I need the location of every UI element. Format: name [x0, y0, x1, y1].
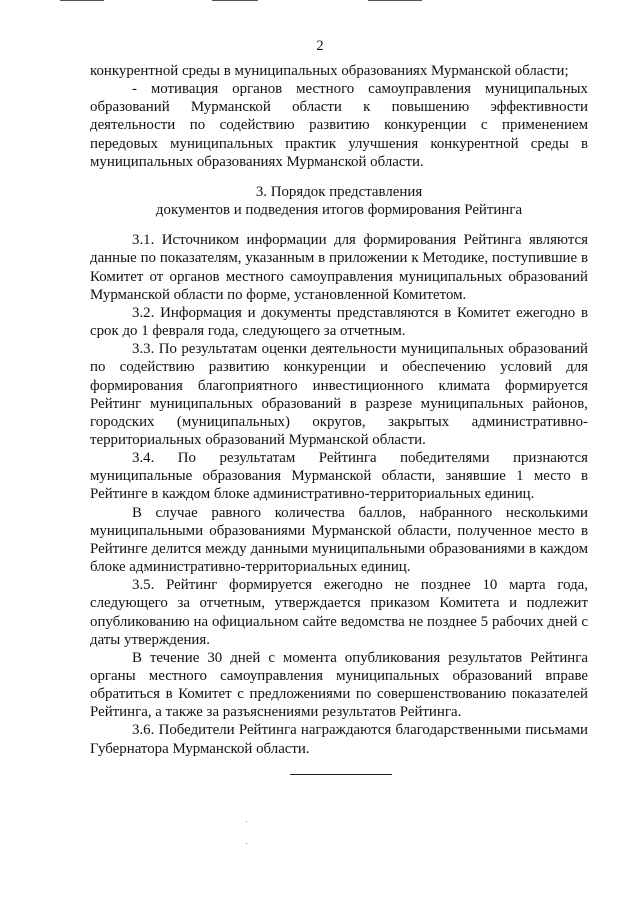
- section-heading-line: 3. Порядок представления: [255, 183, 423, 200]
- paragraph: 3.4. По результатам Рейтинга победителями признаются муниципальные образования Мурманской области, занявшие 1 место в Рейтинге в каждом блоке административно-территориальных единиц.: [90, 450, 588, 503]
- end-separator-line: [290, 774, 392, 775]
- paragraph: 3.2. Информация и документы представляются в Комитет ежегодно в срок до 1 февраля года, следующего за отчетным.: [90, 304, 588, 340]
- paragraph: 3.1. Источником информации для формирования Рейтинга являются данные по показателям, указанным в приложении к Методике, поступившие в Комитет от органов местного самоуправления муниципальных образований Мурманской области по форме, установленной Комитетом.: [90, 232, 588, 303]
- section-heading-line: документов и подведения итогов формирования Рейтинга: [155, 202, 523, 219]
- section-heading: [90, 183, 588, 219]
- page-number: 2: [316, 38, 324, 54]
- paragraph: конкурентной среды в муниципальных образованиях Мурманской области;: [90, 63, 569, 79]
- paragraph: - мотивация органов местного самоуправления муниципальных образований Мурманской области к повышению эффективности деятельности по содействию развитию конкуренции с применением передовых муниципальных практик улучшения конкурентной среды в муниципальных образованиях Мурманской области.: [90, 81, 588, 170]
- paragraph: В течение 30 дней с момента опубликования результатов Рейтинга органы местного самоуправления муниципальных образований вправе обратиться в Комитет с предложениями по совершенствованию показателей Рейтинга, а также за разъяснениями результатов Рейтинга.: [90, 649, 588, 721]
- paragraph: В случае равного количества баллов, набранного несколькими муниципальными образованиями Мурманской области, полученное место в Рейтинге делится между данными муниципальными образованиями в каждом блоке административно-территориальных единиц.: [90, 504, 588, 576]
- paragraph: 3.5. Рейтинг формируется ежегодно не позднее 10 марта года, следующего за отчетным, утверждается приказом Комитета и подлежит опубликованию на официальном сайте ведомства не позднее 5 рабочих дней с даты утверждения.: [90, 577, 588, 648]
- scan-artifact-line: [60, 0, 104, 1]
- scan-artifact-line: [212, 0, 258, 1]
- scan-speck: [246, 821, 247, 822]
- scan-artifact-line: [368, 0, 422, 1]
- paragraph: 3.3. По результатам оценки деятельности муниципальных образований по содействию развитию конкуренции и обеспечению условий для формирования благоприятного инвестиционного климата формируется Рейтинг муниципальных образований в разрезе муниципальных районов, городских (муниципальных) округов, закрытых административно-территориальных образований Мурманской области.: [90, 341, 588, 448]
- scan-speck: [246, 843, 247, 844]
- document-body: [90, 62, 588, 758]
- paragraph: 3.6. Победители Рейтинга награждаются благодарственными письмами Губернатора Мурманской области.: [90, 722, 588, 757]
